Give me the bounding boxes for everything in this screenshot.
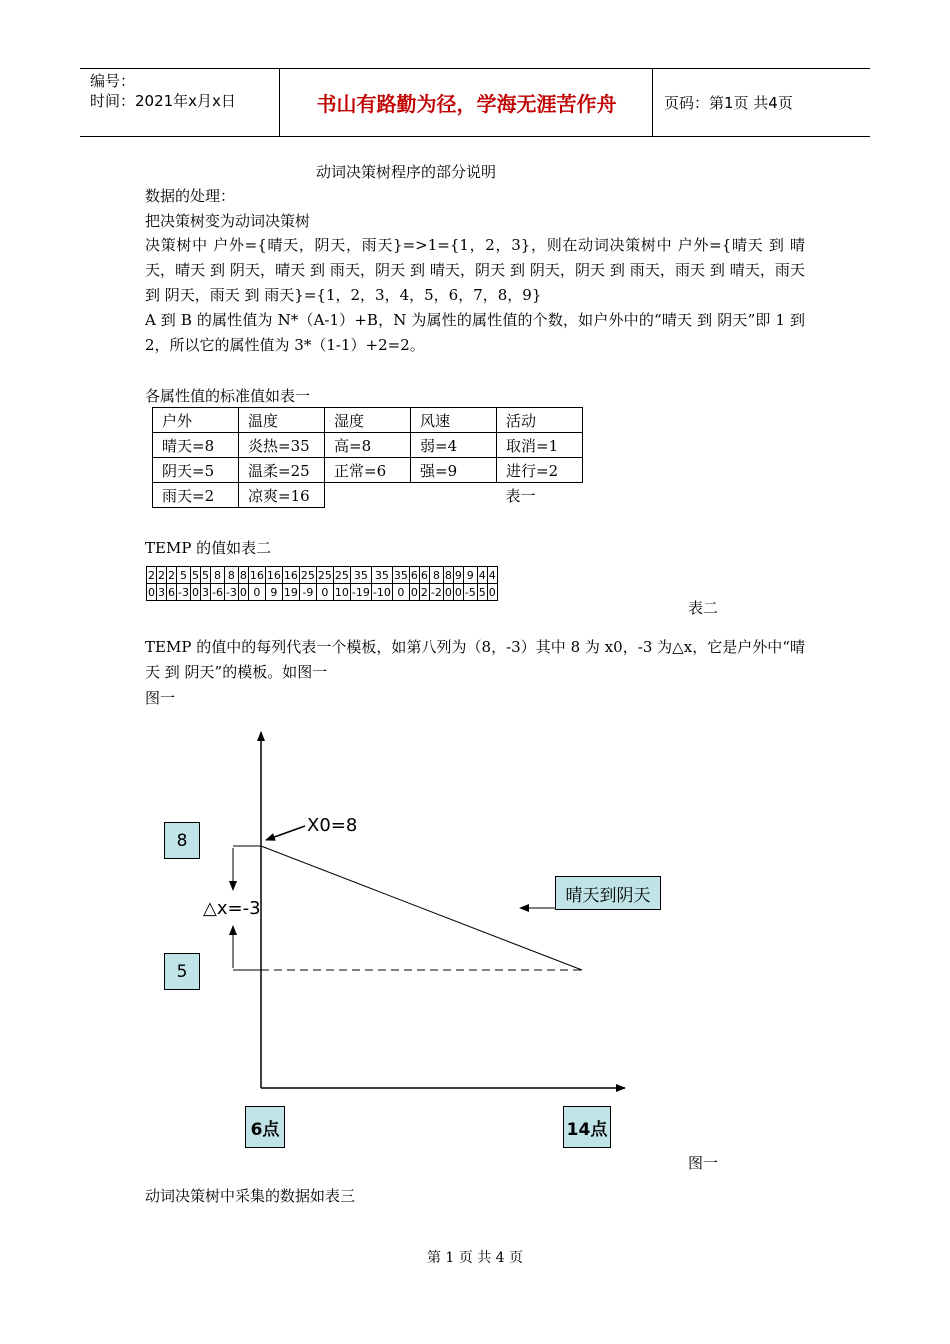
temp-cell: 16 bbox=[283, 568, 298, 582]
temp-cell: 35 bbox=[371, 567, 392, 584]
table-cell: 强=9 bbox=[411, 458, 497, 483]
y-value-box-8: 8 bbox=[164, 822, 200, 859]
section-convert-tree: 把决策树变为动词决策树 bbox=[145, 212, 311, 230]
table-cell: 雨天=2 bbox=[153, 483, 239, 508]
temp-cell: 2 bbox=[158, 568, 165, 582]
temp-cell: 0 bbox=[392, 584, 409, 601]
temp-cell: 0 bbox=[488, 585, 496, 599]
table-cell: 高=8 bbox=[325, 433, 411, 458]
table-cell: 湿度 bbox=[325, 408, 411, 433]
table-cell: 阴天=5 bbox=[153, 458, 239, 483]
temp-cell: -3 bbox=[178, 585, 189, 599]
temp-cell: 6 bbox=[420, 568, 428, 582]
table-cell: 风速 bbox=[411, 408, 497, 433]
table2-label: 表二 bbox=[688, 599, 719, 617]
temp-cell: 0 bbox=[410, 585, 418, 599]
temp-cell: 2 bbox=[420, 585, 428, 599]
table-cell: 温度 bbox=[239, 408, 325, 433]
temp-cell: 2 bbox=[148, 568, 155, 582]
x-value-box-6: 6点 bbox=[245, 1106, 285, 1148]
temp-cell: 0 bbox=[444, 585, 452, 599]
temp-cell: 4 bbox=[478, 568, 486, 582]
table-cell: 户外 bbox=[153, 408, 239, 433]
temp-cell: 0 bbox=[248, 584, 265, 601]
x0-arrow bbox=[266, 826, 305, 840]
temp-cell: 8 bbox=[239, 568, 247, 582]
temp-cell: 0 bbox=[316, 584, 333, 601]
temp-cell: 16 bbox=[249, 568, 264, 582]
temp-cell: 6 bbox=[168, 585, 175, 599]
table2-caption: TEMP 的值如表二 bbox=[145, 539, 272, 557]
header-motto: 书山有路勤为径，学海无涯苦作舟 bbox=[281, 69, 653, 136]
temp-cell: 16 bbox=[266, 568, 281, 582]
temp-cell: 5 bbox=[478, 585, 486, 599]
temp-cell: -19 bbox=[351, 585, 370, 599]
section-data-processing: 数据的处理： bbox=[145, 187, 236, 205]
x-value-box-14: 14点 bbox=[563, 1106, 611, 1148]
temp-cell: 2 bbox=[168, 568, 175, 582]
temp-cell: 9 bbox=[454, 568, 462, 582]
table-cell: 弱=4 bbox=[411, 433, 497, 458]
figure-label: 图一 bbox=[145, 689, 176, 707]
temp-cell: 9 bbox=[265, 584, 282, 601]
paragraph-outdoor-mapping: 决策树中 户外={晴天，阴天，雨天}=>1={1，2，3}，则在动词决策树中 户外={晴天 到 晴天，晴天 到 阴天，晴天 到 雨天，阴天 到 晴天，阴天 到 阴天，阴天 到 雨天，雨天 到 晴天，雨天 到 阴天，雨天 到 雨天}={1，2，3，4，5，6，7，8，9} bbox=[145, 236, 805, 304]
temp-cell: 25 bbox=[317, 568, 332, 582]
temp-cell: 0 bbox=[454, 585, 462, 599]
table-cell: 进行=2 bbox=[497, 458, 583, 483]
temp-cell: 3 bbox=[158, 585, 165, 599]
figure-caption: 图一 bbox=[688, 1154, 719, 1172]
temp-cell: 35 bbox=[393, 568, 408, 582]
temp-cell: 10 bbox=[334, 585, 349, 599]
header-page-info: 页码：第1页 共4页 bbox=[664, 94, 793, 112]
temp-cell: 25 bbox=[300, 568, 315, 582]
temp-cell: 25 bbox=[334, 568, 349, 582]
table1-label: 表一 bbox=[505, 486, 536, 505]
table-cell: 炎热=35 bbox=[239, 433, 325, 458]
temp-cell: -6 bbox=[211, 585, 223, 599]
table-cell: 温柔=25 bbox=[239, 458, 325, 483]
temp-cell: 8 bbox=[210, 567, 224, 584]
temp-cell: -9 bbox=[299, 584, 316, 601]
temp-cell: 8 bbox=[444, 568, 452, 582]
section-collected-data: 动词决策树中采集的数据如表三 bbox=[145, 1187, 356, 1205]
table-cell: 活动 bbox=[497, 408, 583, 433]
temp-cell: -5 bbox=[464, 585, 476, 599]
temp-cell: 8 bbox=[224, 567, 238, 584]
temp-cell: 8 bbox=[429, 567, 443, 584]
paragraph-attr-formula: A 到 B 的属性值为 N*（A-1）+B，N 为属性的属性值的个数，如户外中的“晴天 到 阴天”即 1 到 2，所以它的属性值为 3*（1-1）+2=2。 bbox=[145, 311, 805, 354]
temp-cell: 5 bbox=[191, 568, 199, 582]
delta-x-label: △x=-3 bbox=[203, 898, 261, 919]
temp-cell: 0 bbox=[191, 585, 199, 599]
page-footer: 第 1 页 共 4 页 bbox=[426, 1250, 524, 1266]
temp-cell: 5 bbox=[177, 567, 191, 584]
x0-label: X0=8 bbox=[307, 815, 358, 836]
temp-cell: 6 bbox=[410, 568, 418, 582]
y-value-box-5: 5 bbox=[164, 953, 200, 990]
temp-cell: -2 bbox=[430, 585, 442, 599]
table-cell: 取消=1 bbox=[497, 433, 583, 458]
temp-cell: -10 bbox=[372, 585, 391, 599]
temp-cell: 35 bbox=[350, 567, 371, 584]
table-cell: 晴天=8 bbox=[153, 433, 239, 458]
temp-cell: -3 bbox=[225, 585, 237, 599]
table-cell: 凉爽=16 bbox=[239, 483, 325, 508]
time-label: 时间：2021年x月x日 bbox=[90, 92, 236, 110]
temp-cell: 0 bbox=[239, 585, 247, 599]
table1-caption: 各属性值的标准值如表一 bbox=[145, 387, 311, 405]
code-label: 编号： bbox=[90, 72, 136, 90]
temp-cell: 0 bbox=[148, 585, 155, 599]
paragraph-temp-explanation: TEMP 的值中的每列代表一个模板，如第八列为（8，-3）其中 8 为 x0，-3 为△x，它是户外中“晴天 到 阴天”的模板。如图一 bbox=[145, 638, 805, 681]
table-cell: 正常=6 bbox=[325, 458, 411, 483]
document-title: 动词决策树程序的部分说明 bbox=[316, 163, 497, 181]
line-label-box: 晴天到阴天 bbox=[555, 876, 661, 910]
temp-cell: 5 bbox=[201, 568, 209, 582]
temp-cell: 19 bbox=[283, 585, 298, 599]
temp-cell: 3 bbox=[201, 585, 209, 599]
temp-cell: 4 bbox=[488, 568, 496, 582]
temp-cell: 9 bbox=[463, 567, 477, 584]
